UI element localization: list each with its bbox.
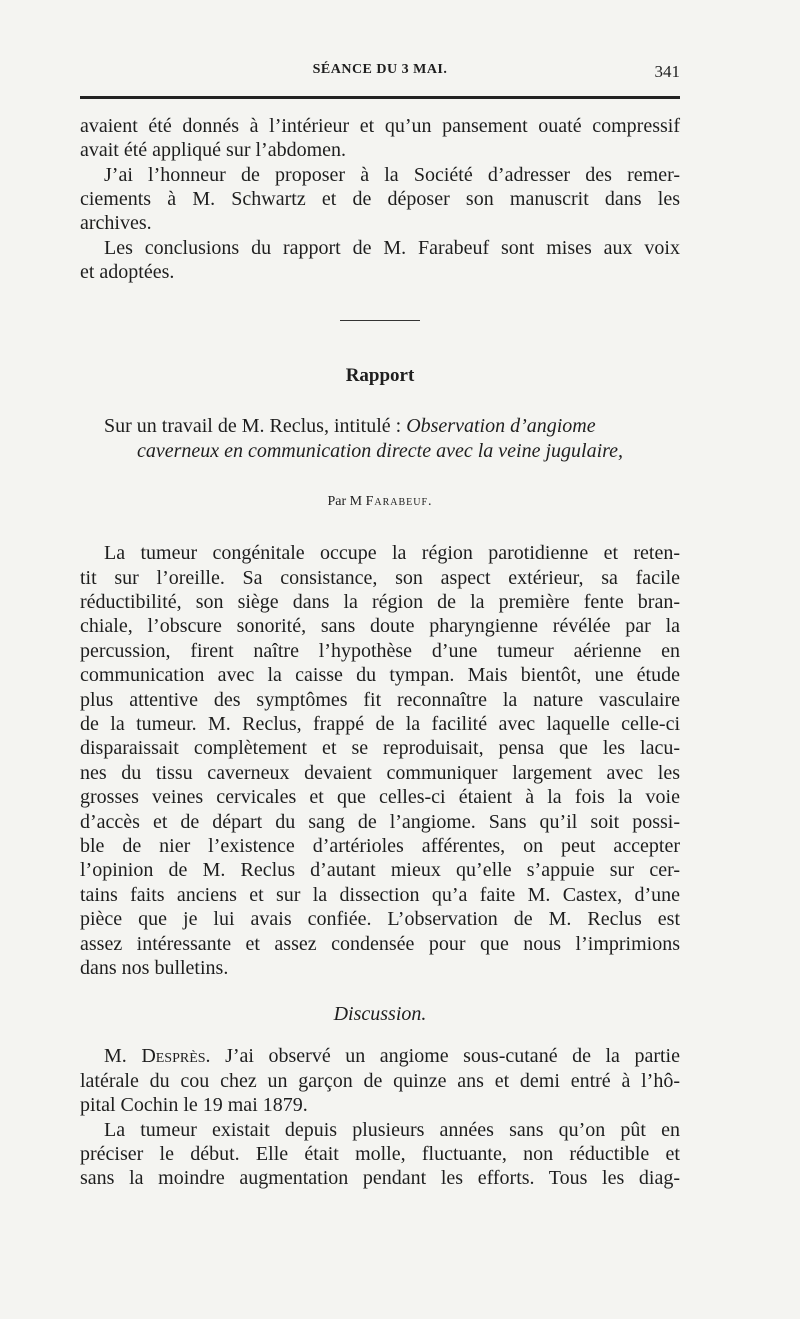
text-line: réductibilité, son siège dans la région de la première fente bran- bbox=[80, 591, 680, 613]
text-line: latérale du cou chez un garçon de quinze ans et demi entré à l’hô- bbox=[80, 1070, 680, 1092]
text-line: ble de nier l’existence d’artérioles afférentes, on peut accepter bbox=[80, 835, 680, 857]
section-divider bbox=[340, 320, 420, 321]
subtitle-italic-2: caverneux en communication directe avec la veine jugulaire, bbox=[136, 440, 624, 462]
text-line: avait été appliqué sur l’abdomen. bbox=[80, 139, 347, 161]
section-heading: Rapport bbox=[345, 365, 415, 386]
text-line: ciements à M. Schwartz et de déposer son manuscrit dans les bbox=[80, 188, 680, 210]
text-line: tit sur l’oreille. Sa consistance, son aspect extérieur, sa facile bbox=[80, 567, 680, 589]
header-title: SÉANCE DU 3 MAI. bbox=[312, 62, 448, 77]
subtitle-italic-1: Observation d’angiome bbox=[406, 415, 596, 437]
text-line: communication avec la caisse du tympan. Mais bientôt, une étude bbox=[80, 664, 680, 686]
discussion-heading: Discussion. bbox=[333, 1003, 427, 1025]
header-rule bbox=[80, 96, 680, 99]
text-line: La tumeur existait depuis plusieurs années sans qu’on pût en bbox=[104, 1119, 680, 1141]
text-line: dans nos bulletins. bbox=[80, 957, 229, 979]
text-line: plus attentive des symptômes fit reconnaître la nature vasculaire bbox=[80, 689, 680, 711]
text-line: nes du tissu caverneux devaient communiquer largement avec les bbox=[80, 762, 680, 784]
text-line: grosses veines cervicales et que celles-ci étaient à la fois la voie bbox=[80, 786, 680, 808]
subtitle-prefix: Sur un travail de M. Reclus, intitulé : bbox=[104, 415, 407, 437]
text-line: de la tumeur. M. Reclus, frappé de la facilité avec laquelle celle-ci bbox=[80, 713, 680, 735]
byline-prefix: Par M bbox=[327, 494, 366, 509]
text-line: La tumeur congénitale occupe la région parotidienne et reten- bbox=[104, 542, 680, 564]
text-line: et adoptées. bbox=[80, 261, 175, 283]
byline bbox=[0, 494, 760, 510]
text-line: disparaissait complètement et se reproduisait, pensa que les lacu- bbox=[80, 737, 680, 759]
text-line: chiale, l’obscure sonorité, sans doute pharyngienne révélée par la bbox=[80, 615, 680, 637]
subtitle-line-1 bbox=[80, 414, 680, 438]
text-line: tains faits anciens et sur la dissection qu’a faite M. Castex, d’une bbox=[80, 884, 680, 906]
text-line: pital Cochin le 19 mai 1879. bbox=[80, 1094, 308, 1116]
text-line bbox=[80, 1044, 680, 1068]
page-number: 341 bbox=[654, 62, 680, 81]
text-line: sans la moindre augmentation pendant les efforts. Tous les diag- bbox=[80, 1167, 680, 1189]
text-line: avaient été donnés à l’intérieur et qu’un pansement ouaté compressif bbox=[80, 115, 680, 137]
text-line: pièce que je lui avais confiée. L’observation de M. Reclus est bbox=[80, 908, 680, 930]
speaker-text: J’ai observé un angiome sous-cutané de la partie bbox=[210, 1045, 680, 1067]
text-line: assez intéressante et assez condensée pour que nous l’imprimions bbox=[80, 933, 680, 955]
text-line: d’accès et de départ du sang de l’angiome. Sans qu’il soit possi- bbox=[80, 811, 680, 833]
text-line: archives. bbox=[80, 212, 152, 234]
subtitle-line-2 bbox=[80, 439, 680, 463]
byline-name: Farabeuf. bbox=[365, 494, 433, 509]
speaker-name: M. Desprès. bbox=[104, 1045, 211, 1067]
text-line: préciser le début. Elle était molle, fluctuante, non réductible et bbox=[80, 1143, 680, 1165]
text-line: Les conclusions du rapport de M. Farabeuf sont mises aux voix bbox=[104, 237, 680, 259]
text-line: l’opinion de M. Reclus d’autant mieux qu’elle s’appuie sur cer- bbox=[80, 859, 680, 881]
running-header bbox=[80, 62, 680, 88]
text-line: J’ai l’honneur de proposer à la Société d’adresser des remer- bbox=[104, 164, 680, 186]
text-line: percussion, firent naître l’hypothèse d’une tumeur aérienne en bbox=[80, 640, 680, 662]
